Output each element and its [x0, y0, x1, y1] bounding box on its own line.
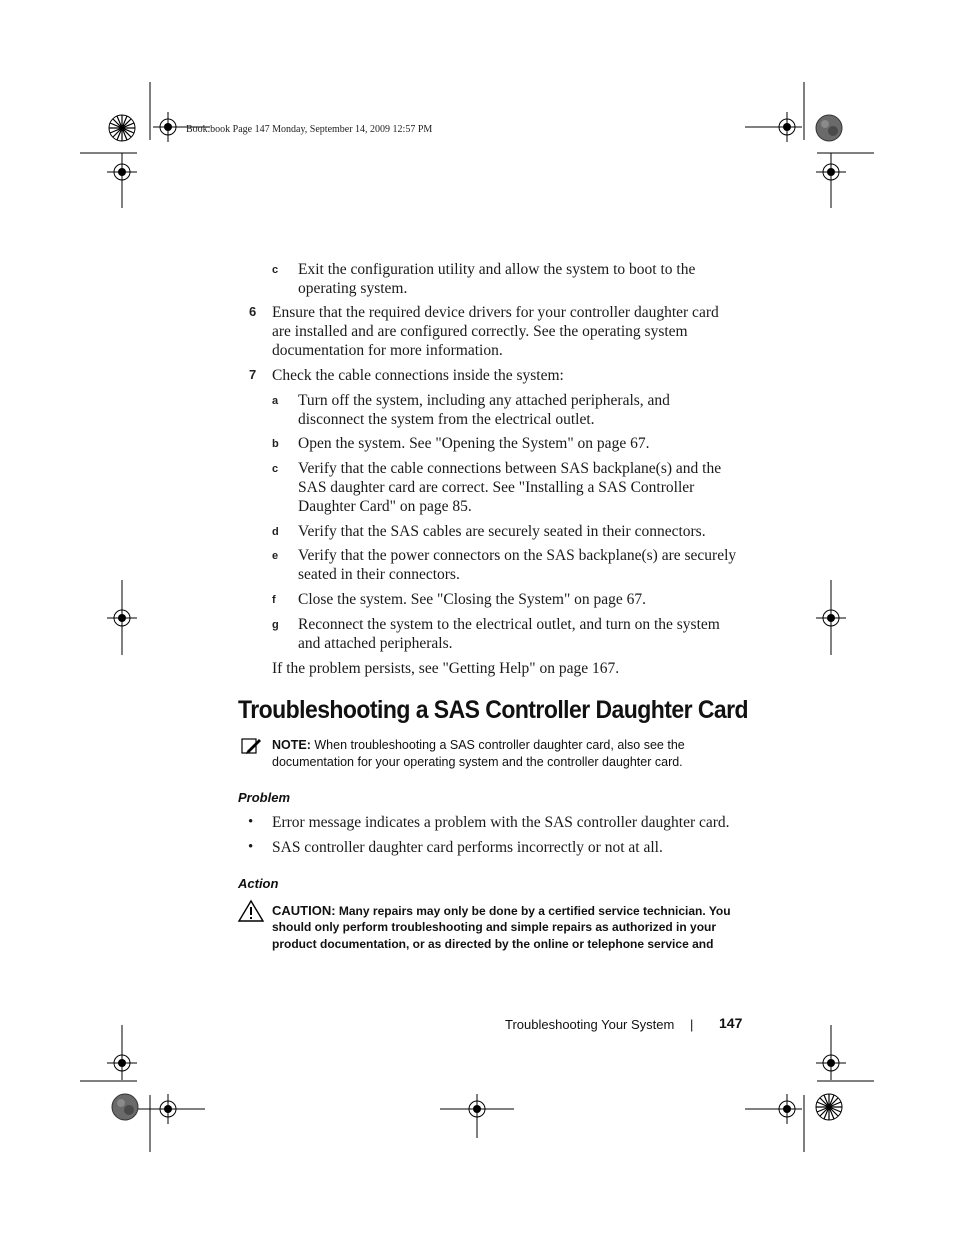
bullet-icon: • [248, 839, 254, 855]
caution-label: CAUTION: [272, 903, 336, 918]
starburst-circle-icon [108, 114, 136, 142]
note-text: When troubleshooting a SAS controller daughter card, also see the [314, 738, 685, 752]
step-text: Reconnect the system to the electrical outlet, and turn on the system [298, 616, 720, 633]
step-text: Verify that the SAS cables are securely seated in their connectors. [298, 523, 706, 540]
caution-text: should only perform troubleshooting and simple repairs as authorized in your [272, 920, 717, 934]
footer-section-title: Troubleshooting Your System [505, 1017, 675, 1032]
problem-heading: Problem [238, 790, 291, 805]
step-text: seated in their connectors. [298, 566, 460, 583]
page-number: 147 [719, 1015, 743, 1031]
action-heading: Action [238, 876, 279, 891]
problem-item: Error message indicates a problem with the SAS controller daughter card. [272, 814, 730, 831]
step-number: 7 [249, 367, 257, 382]
note-line [272, 737, 685, 754]
step-text: Verify that the power connectors on the SAS backplane(s) are securely [298, 547, 737, 564]
step-text: Daughter Card" on page 85. [298, 498, 472, 515]
pencil-note-icon [241, 736, 263, 756]
step-marker: c [272, 463, 279, 475]
step-marker: d [272, 526, 279, 538]
gray-circle-icon [111, 1093, 139, 1121]
step-text: Turn off the system, including any attached peripherals, and [298, 392, 670, 409]
step-text: operating system. [298, 280, 408, 297]
step-text: Verify that the cable connections between SAS backplane(s) and the [298, 460, 722, 477]
step-text: Ensure that the required device drivers for your controller daughter card [272, 304, 719, 321]
note-label: NOTE: [272, 738, 311, 752]
print-header: Book.book Page 147 Monday, September 14, 2009 12:57 PM [186, 124, 433, 135]
step-marker: a [272, 395, 279, 407]
step-marker: b [272, 438, 279, 450]
footer-separator: | [690, 1017, 694, 1032]
step-text: Check the cable connections inside the system: [272, 367, 564, 384]
step-text: Exit the configuration utility and allow the system to boot to the [298, 261, 696, 278]
warning-triangle-icon [238, 900, 264, 922]
caution-line [272, 902, 731, 920]
step-text: SAS daughter card are correct. See "Installing a SAS Controller [298, 479, 695, 496]
persist-text: If the problem persists, see "Getting Help" on page 167. [272, 660, 620, 677]
step-text: Open the system. See "Opening the System" on page 67. [298, 435, 650, 452]
starburst-circle-icon [815, 1093, 843, 1121]
step-marker: g [272, 619, 279, 631]
step-marker: e [272, 550, 279, 562]
gray-circle-icon [815, 114, 843, 142]
step-text: Close the system. See "Closing the System" on page 67. [298, 591, 647, 608]
problem-item: SAS controller daughter card performs incorrectly or not at all. [272, 839, 663, 856]
caution-text: product documentation, or as directed by the online or telephone service and [272, 937, 714, 951]
step-marker: f [272, 594, 276, 606]
note-text: documentation for your operating system and the controller daughter card. [272, 755, 683, 769]
section-heading: Troubleshooting a SAS Controller Daughter Card [238, 696, 749, 724]
step-text: disconnect the system from the electrical outlet. [298, 411, 595, 428]
step-text: are installed and are configured correctly. See the operating system [272, 323, 688, 340]
bullet-icon: • [248, 814, 254, 830]
step-number: 6 [249, 304, 257, 319]
caution-text: Many repairs may only be done by a certified service technician. You [338, 904, 731, 918]
step-text: and attached peripherals. [298, 635, 453, 652]
step-text: documentation for more information. [272, 342, 503, 359]
step-marker: c [272, 264, 279, 276]
